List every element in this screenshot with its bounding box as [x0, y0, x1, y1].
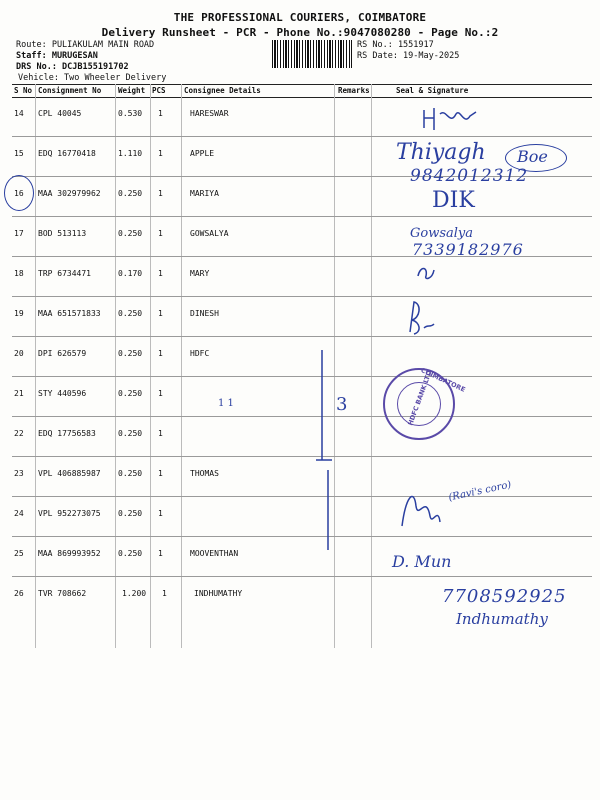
signature-scribble-23 — [398, 486, 442, 532]
handwritten-three: 3 — [336, 394, 348, 415]
signature-thiyagh: Thiyagh — [396, 140, 486, 165]
col-seal-signature: Seal & Signature — [396, 86, 469, 95]
table-row — [12, 297, 592, 337]
row-sno: 22 — [14, 429, 24, 438]
boe-note: Boe — [517, 147, 548, 166]
col-consignee: Consignee Details — [184, 86, 261, 95]
row-consignment: EDQ 17756583 — [38, 429, 96, 438]
company-title: THE PROFESSIONAL COURIERS, COIMBATORE — [173, 11, 427, 24]
row-sno: 16 — [14, 189, 24, 198]
row-weight: 0.250 — [118, 469, 143, 478]
row-pcs: 1 — [158, 469, 163, 478]
signature-scribble-19 — [402, 298, 442, 338]
row-consignment: STY 440596 — [38, 389, 87, 398]
vehicle-label: Vehicle: Two Wheeler Delivery — [18, 73, 167, 83]
row-consignee: APPLE — [190, 149, 215, 158]
row-consignment: BOD 513113 — [38, 229, 87, 238]
signature-d-mun: D. Mun — [392, 552, 452, 571]
row-sno: 18 — [14, 269, 24, 278]
row-consignee: GOWSALYA — [190, 229, 229, 238]
bracket-lines — [314, 350, 354, 560]
row-pcs: 1 — [158, 269, 163, 278]
row-consignee: INDHUMATHY — [194, 589, 243, 598]
row-pcs: 1 — [158, 509, 163, 518]
handwritten-marks-21: 1 1 — [218, 398, 234, 409]
row-consignment: MAA 302979962 — [38, 189, 101, 198]
signature-dik: DIK — [432, 188, 475, 213]
row-pcs: 1 — [158, 109, 163, 118]
row-sno: 19 — [14, 309, 24, 318]
route-label: Route: PULIAKULAM MAIN ROAD — [16, 40, 155, 50]
drs-number: DRS No.: DCJB155191702 — [16, 62, 129, 72]
phone-note-26: 7708592925 — [442, 586, 567, 607]
row-weight: 1.200 — [122, 589, 147, 598]
row-consignee: MARIYA — [190, 189, 219, 198]
table-row — [12, 537, 592, 577]
signature-gowsalya: Gowsalya — [410, 226, 474, 241]
staff-label: Staff: MURUGESAN — [16, 51, 98, 61]
table-row — [12, 97, 592, 137]
signature-scribble-18 — [414, 262, 444, 282]
row-consignment: EDQ 16770418 — [38, 149, 96, 158]
row-pcs: 1 — [158, 189, 163, 198]
col-pcs: PCS — [152, 86, 166, 95]
stamp-outer-text: HDFC BANK LTD — [406, 369, 434, 427]
col-sno: S No — [14, 86, 33, 95]
stamp-inner-text: COIMBATORE — [419, 366, 467, 394]
phone-note-17: 7339182976 — [412, 240, 524, 259]
row-weight: 0.250 — [118, 349, 143, 358]
row-consignment: MAA 651571833 — [38, 309, 101, 318]
signature-indhumathy: Indhumathy — [456, 610, 548, 628]
table-row — [12, 417, 592, 457]
row-consignment: VPL 406885987 — [38, 469, 101, 478]
phone-note-15: 9842012312 — [410, 166, 529, 186]
row-sno: 24 — [14, 509, 24, 518]
row-consignment: VPL 952273075 — [38, 509, 101, 518]
row-sno: 23 — [14, 469, 24, 478]
row-sno: 21 — [14, 389, 24, 398]
row-weight: 0.250 — [118, 389, 143, 398]
row-consignee: DINESH — [190, 309, 219, 318]
table-row — [12, 257, 592, 297]
row-pcs: 1 — [158, 349, 163, 358]
row-consignment: MAA 869993952 — [38, 549, 101, 558]
rs-number: RS No.: 1551917 — [357, 40, 434, 50]
barcode — [272, 40, 352, 68]
row-weight: 0.250 — [118, 229, 143, 238]
row-consignee: HDFC — [190, 349, 210, 358]
row-sno: 20 — [14, 349, 24, 358]
row-consignee: MOOVENTHAN — [190, 549, 239, 558]
row-pcs: 1 — [158, 309, 163, 318]
row-consignee: MARY — [190, 269, 210, 278]
row-consignment: TRP 6734471 — [38, 269, 91, 278]
row-weight: 0.170 — [118, 269, 143, 278]
col-consignment: Consignment No — [38, 86, 102, 95]
col-weight: Weight — [118, 86, 146, 95]
row-pcs: 1 — [162, 589, 167, 598]
note-ravis-coro: (Ravi's coro) — [447, 479, 513, 504]
row-weight: 0.250 — [118, 429, 143, 438]
row-pcs: 1 — [158, 429, 163, 438]
row-weight: 0.250 — [118, 189, 143, 198]
row-sno: 17 — [14, 229, 24, 238]
row-pcs: 1 — [158, 229, 163, 238]
runsheet-subtitle: Delivery Runsheet - PCR - Phone No.:9047080280 - Page No.:2 — [101, 26, 499, 39]
row-sno: 14 — [14, 109, 24, 118]
table-row — [12, 497, 592, 537]
rs-date: RS Date: 19-May-2025 — [357, 51, 460, 61]
signature-scribble-14 — [420, 104, 480, 134]
row-weight: 0.530 — [118, 109, 143, 118]
row-pcs: 1 — [158, 389, 163, 398]
row-sno: 15 — [14, 149, 24, 158]
row-weight: 0.250 — [118, 549, 143, 558]
row-pcs: 1 — [158, 149, 163, 158]
row-weight: 1.110 — [118, 149, 143, 158]
row-consignee: HARESWAR — [190, 109, 229, 118]
table-top-border — [12, 84, 592, 85]
table-row — [12, 377, 592, 417]
row-consignment: DPI 626579 — [38, 349, 87, 358]
row-consignment: CPL 40045 — [38, 109, 82, 118]
col-remarks: Remarks — [338, 86, 370, 95]
row-consignee: THOMAS — [190, 469, 219, 478]
row-sno: 25 — [14, 549, 24, 558]
row-pcs: 1 — [158, 549, 163, 558]
row-16-circle-mark — [4, 175, 34, 211]
row-consignment: TVR 708662 — [38, 589, 87, 598]
row-sno: 26 — [14, 589, 24, 598]
row-weight: 0.250 — [118, 309, 143, 318]
table-row — [12, 337, 592, 377]
row-weight: 0.250 — [118, 509, 143, 518]
hdfc-bank-stamp — [383, 366, 467, 440]
